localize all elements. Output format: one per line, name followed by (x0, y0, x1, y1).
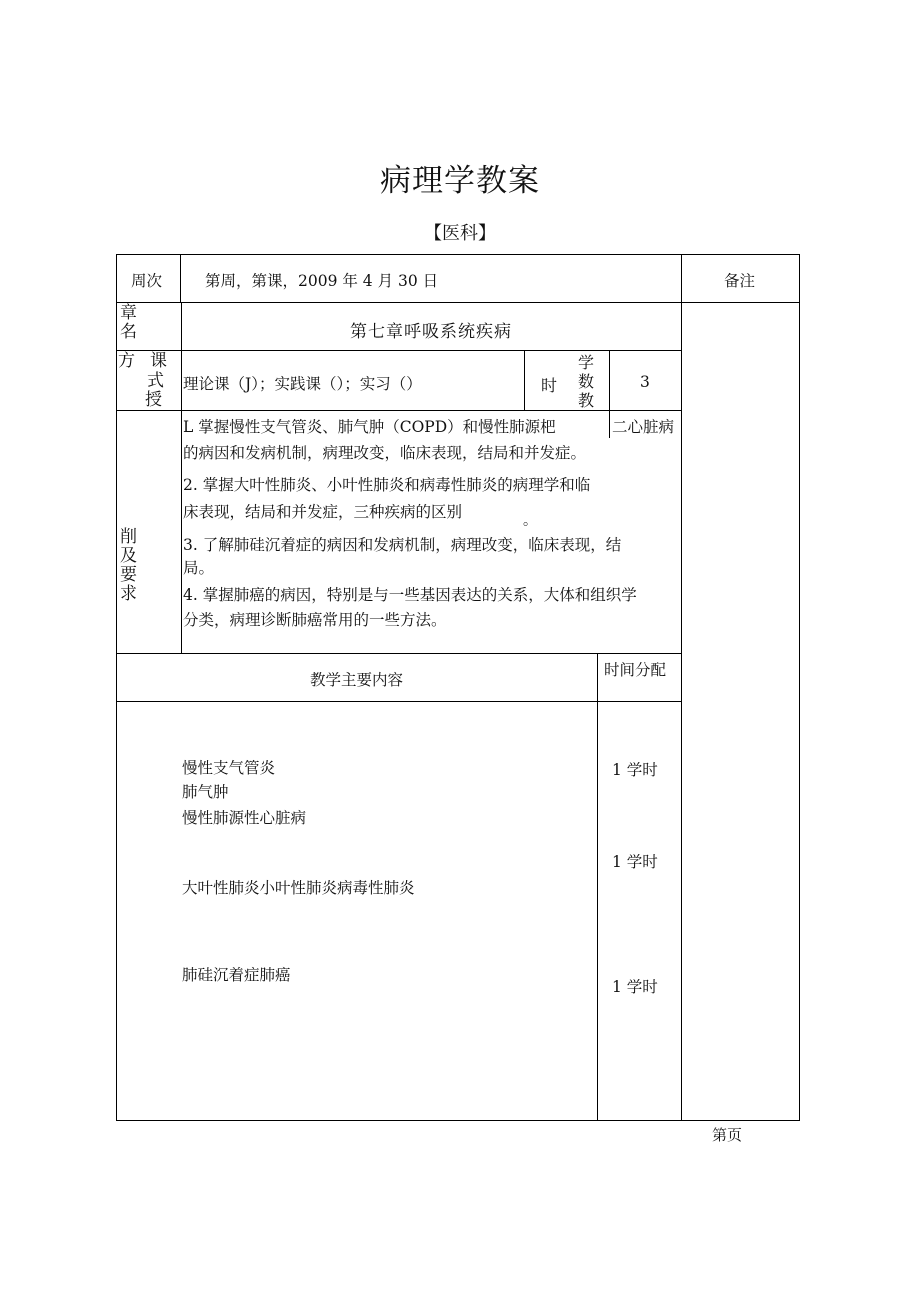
content-item-4: 大叶性肺炎小叶性肺炎病毒性肺炎 (182, 879, 415, 897)
content-item-1: 慢性支气管炎 (182, 759, 276, 777)
method-char-4: 授 (145, 390, 162, 410)
objectives-label-4: 求 (120, 584, 137, 604)
hours-label-a: 时 (541, 376, 558, 395)
content-header: 教学主要内容 (309, 671, 403, 689)
chapter-label-2: 名 (120, 322, 137, 342)
method-char-2: 课 (150, 351, 167, 371)
hours-value: 3 (640, 373, 650, 391)
chapter-value: 第七章呼吸系统疾病 (350, 322, 512, 342)
objectives-label-1: 削 (120, 527, 137, 547)
content-item-3: 慢性肺源性心脏病 (182, 809, 307, 827)
hours-divider-1 (524, 350, 525, 410)
table-border-top (116, 254, 800, 255)
objectives-label-3: 要 (120, 565, 137, 585)
week-divider (180, 254, 181, 302)
page-title: 病理学教案 (380, 163, 540, 199)
remarks-label: 备注 (724, 272, 756, 290)
hours-label-b-1: 学 (578, 353, 595, 372)
method-char-3: 式 (147, 371, 164, 391)
time-item-1: 1 学时 (612, 761, 658, 779)
remarks-header-line (681, 302, 799, 303)
method-char-1: 方 (118, 351, 135, 371)
row-line-1 (116, 302, 681, 303)
objectives-side-text: 二心脏病 (612, 418, 675, 436)
objective-line-2: 的病因和发病机制，病理改变，临床表现，结局和并发症。 (183, 444, 587, 462)
hours-label-b-2: 数 (578, 372, 595, 391)
week-label: 周次 (131, 272, 163, 290)
objective-line-5: 3. 了解肺硅沉着症的病因和发病机制，病理改变，临床表现，结 (183, 536, 622, 554)
label-divider (181, 302, 182, 653)
row-line-3 (116, 410, 681, 411)
objective-dot: 。 (523, 513, 537, 529)
objectives-label-2: 及 (120, 546, 137, 566)
hours-divider-2 (609, 350, 610, 410)
method-value: 理论课（J）；实践课（）；实习（） (183, 375, 422, 393)
hours-label-b-3: 教 (578, 391, 595, 410)
table-border-right (799, 254, 800, 1121)
objective-line-8: 分类，病理诊断肺癌常用的一些方法。 (183, 611, 447, 629)
objective-line-7: 4. 掌握肺癌的病因，特别是与一些基因表达的关系，大体和组织学 (183, 586, 637, 604)
content-item-5: 肺硅沉着症肺癌 (182, 966, 291, 984)
objectives-side-divider (609, 410, 610, 438)
time-item-2: 1 学时 (612, 853, 658, 871)
page-subtitle: 【医科】 (424, 223, 496, 244)
time-item-3: 1 学时 (612, 978, 658, 996)
remarks-divider (681, 254, 682, 1121)
chapter-label-1: 章 (120, 303, 137, 323)
objective-line-4: 床表现，结局和并发症，三种疾病的区别 (183, 503, 463, 521)
time-header: 时间分配 (604, 661, 667, 679)
objective-line-1: L 掌握慢性支气管炎、肺气肿（COPD）和慢性肺源杷 (183, 418, 556, 436)
content-item-2: 肺气肿 (182, 783, 229, 801)
table-border-bottom (116, 1120, 800, 1121)
page-number-label: 第页 (712, 1126, 743, 1144)
objective-line-3: 2. 掌握大叶性肺炎、小叶性肺炎和病毒性肺炎的病理学和临 (183, 476, 591, 494)
objective-line-6: 局。 (183, 559, 215, 577)
row-line-2 (116, 350, 681, 351)
week-value: 第周，第课，2009 年 4 月 30 日 (205, 272, 439, 290)
time-divider (597, 653, 598, 1120)
